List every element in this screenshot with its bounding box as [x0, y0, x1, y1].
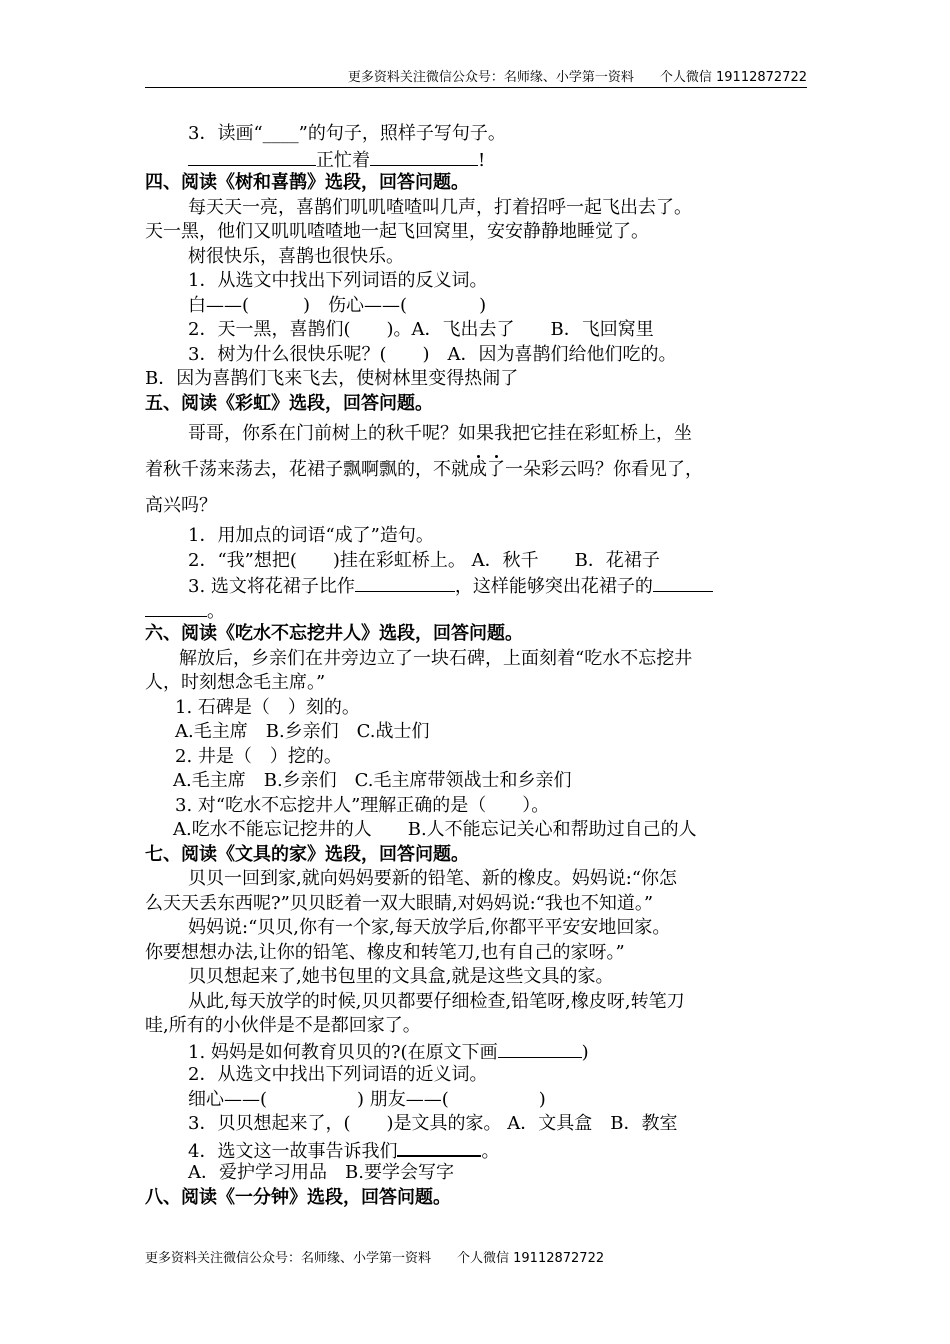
s7-q1-end: ) [581, 1041, 589, 1063]
fill-blank[interactable] [397, 1137, 481, 1157]
s6-q1: 1. 石碑是（ ）刻的。 [175, 696, 360, 718]
fill-blank[interactable] [145, 598, 207, 617]
s4-q3a: 3．树为什么很快乐呢？( ) A．因为喜鹊们给他们吃的。 [188, 343, 677, 365]
s6-q3: 3. 对“吃水不忘挖井人”理解正确的是（ ）。 [175, 794, 550, 816]
s7-q4-end: 。 [481, 1140, 500, 1162]
s7-q4 [145, 1137, 810, 1162]
s5-p1b [145, 452, 810, 488]
s7-p1b: 么天天丢东西呢?”贝贝眨着一双大眼睛,对妈妈说:“我也不知道。” [145, 892, 654, 914]
s7-q2-words: 细心——( ) 朋友——( ) [188, 1088, 546, 1110]
s7-p3: 贝贝想起来了,她书包里的文具盒,就是这些文具的家。 [188, 966, 614, 987]
s4-q3b: B．因为喜鹊们飞来飞去，使树林里变得热闹了 [145, 368, 519, 389]
s3-q3-fill [145, 147, 810, 172]
header-rule [145, 87, 807, 88]
s5-q3-cont [145, 598, 810, 623]
fill-blank[interactable] [188, 147, 316, 166]
worksheet-content [145, 122, 810, 1210]
s7-q4-pre: 4．选文这一故事告诉我们 [188, 1140, 398, 1162]
s3-q3: 3．读画“____”的句子，照样子写句子。 [188, 123, 506, 144]
section8-title: 八、阅读《一分钟》选段，回答问题。 [145, 1186, 451, 1208]
page-footer: 更多资料关注微信公众号：名师缘、小学第一资料 个人微信 19112872722 [145, 1251, 605, 1266]
s7-q1 [145, 1039, 810, 1064]
s4-q2: 2．天一黑，喜鹊们( )。A．飞出去了 B．飞回窝里 [188, 319, 654, 340]
s6-p1b: 人，时刻想念毛主席。” [145, 672, 326, 693]
s3-q3-mid: 正忙着 [316, 149, 370, 171]
s7-q2: 2．从选文中找出下列词语的近义词。 [188, 1064, 488, 1085]
emphasis-dot-char: 了 [487, 459, 505, 480]
s7-p1a: 贝贝一回到家,就向妈妈要新的铅笔、新的橡皮。妈妈说:“你怎 [188, 868, 677, 889]
s5-q3-end: 。 [207, 600, 225, 622]
s4-p1a: 每天天一亮，喜鹊们叽叽喳喳叫几声，打着招呼一起飞出去了。 [188, 196, 692, 218]
emphasis-dot-char: 成 [469, 459, 487, 480]
s4-p2: 树很快乐，喜鹊也很快乐。 [188, 245, 404, 267]
s5-q3-pre: 3. 选文将花裙子比作 [188, 576, 355, 597]
s6-p1a: 解放后，乡亲们在井旁边立了一块石碑，上面刻着“吃水不忘挖井 [179, 647, 693, 669]
page-header: 更多资料关注微信公众号：名师缘、小学第一资料 个人微信 19112872722 [347, 70, 807, 85]
s7-p4a: 从此,每天放学的时候,贝贝都要仔细检查,铅笔呀,橡皮呀,转笔刀 [188, 990, 685, 1012]
s5-p1a: 哥哥，你系在门前树上的秋千呢？如果我把它挂在彩虹桥上，坐 [188, 423, 692, 444]
s4-p1b: 天一黑，他们又叽叽喳喳地一起飞回窝里，安安静静地睡觉了。 [145, 221, 649, 242]
fill-blank[interactable] [355, 573, 455, 592]
section4-title: 四、阅读《树和喜鹊》选段，回答问题。 [145, 172, 469, 193]
s5-q3-mid: ，这样能够突出花裙子的 [454, 576, 653, 597]
s7-q1-pre: 1. 妈妈是如何教育贝贝的?(在原文下画 [188, 1041, 498, 1063]
s7-p2b: 你要想想办法,让你的铅笔、橡皮和转笔刀,也有自己的家呀。” [145, 941, 625, 963]
s6-q2-options: A.毛主席 B.乡亲们 C.毛主席带领战士和乡亲们 [173, 770, 572, 791]
s6-q1-options: A.毛主席 B.乡亲们 C.战士们 [175, 721, 430, 742]
s7-q3: 3．贝贝想起来了，( )是文具的家。 A．文具盒 B．教室 [188, 1113, 678, 1134]
fill-blank[interactable] [498, 1039, 582, 1058]
s5-q3 [145, 573, 810, 598]
s7-p4b: 哇,所有的小伙伴是不是都回家了。 [145, 1015, 421, 1036]
s7-p2a: 妈妈说:“贝贝,你有一个家,每天放学后,你都平平安安地回家。 [188, 917, 671, 938]
s5-q2: 2．“我”想把( )挂在彩虹桥上。 A．秋千 B．花裙子 [188, 549, 660, 571]
s4-q1-words: 白——( ) 伤心——( ) [188, 294, 487, 316]
fill-blank[interactable] [653, 573, 713, 592]
s5-p1b-post: 一朵彩云吗？你看见了， [505, 459, 703, 480]
s7-q4-options: A．爱护学习用品 B.要学会写字 [188, 1162, 454, 1183]
s5-p1b-pre: 着秋千荡来荡去，花裙子飘啊飘的，不就 [145, 459, 469, 480]
s4-q1: 1．从选文中找出下列词语的反义词。 [188, 270, 488, 291]
section7-title: 七、阅读《文具的家》选段，回答问题。 [145, 843, 469, 865]
fill-blank[interactable] [370, 147, 478, 166]
s5-q1: 1．用加点的词语“成了”造句。 [188, 525, 434, 546]
s3-q3-end: ! [478, 149, 486, 171]
s6-q3-options: A.吃水不能忘记挖井的人 B.人不能忘记关心和帮助过自己的人 [173, 819, 697, 840]
section6-title: 六、阅读《吃水不忘挖井人》选段，回答问题。 [145, 623, 523, 644]
section5-title: 五、阅读《彩虹》选段，回答问题。 [145, 392, 433, 414]
s6-q2: 2. 井是（ ）挖的。 [175, 745, 342, 767]
s5-p1c: 高兴吗？ [145, 495, 217, 516]
